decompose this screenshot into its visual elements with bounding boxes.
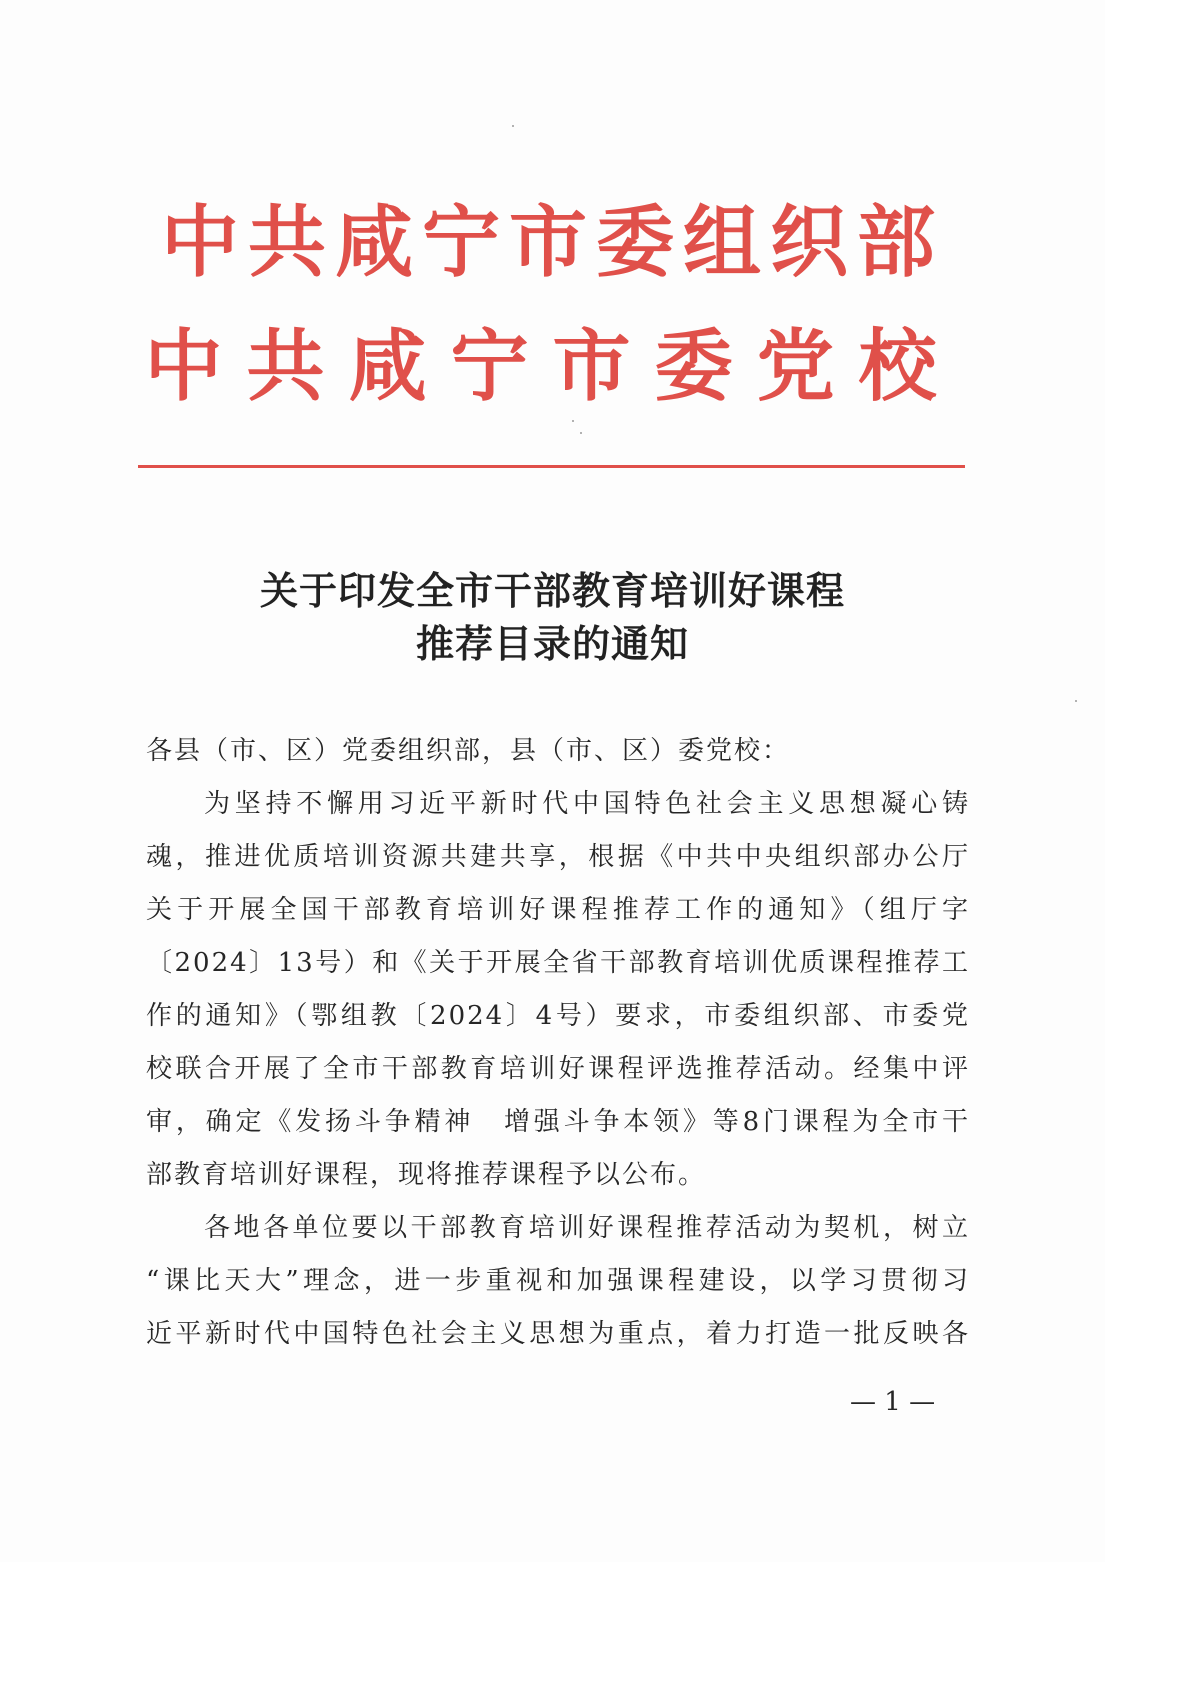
scan-speck <box>512 125 514 127</box>
paragraph-1-line-3: 关于开展全国干部教育培训好课程推荐工作的通知》（组厅字 <box>146 895 970 925</box>
paragraph-1-line-7: 审，确定《发扬斗争精神 增强斗争本领》等8门课程为全市干 <box>146 1107 970 1137</box>
paragraph-2-line-3: 近平新时代中国特色社会主义思想为重点，着力打造一批反映各 <box>146 1319 970 1349</box>
red-divider <box>138 465 965 468</box>
paragraph-1-line-6: 校联合开展了全市干部教育培训好课程评选推荐活动。经集中评 <box>146 1054 970 1084</box>
document-title-line-2: 推荐目录的通知 <box>415 621 689 666</box>
paragraph-1-line-2: 魂，推进优质培训资源共建共享，根据《中共中央组织部办公厅 <box>146 842 970 872</box>
issuer-name-line-1: 中共咸宁市委组织部 <box>160 198 944 288</box>
page-number: — 1 — <box>850 1387 936 1417</box>
paragraph-1-line-1: 为坚持不懈用习近平新时代中国特色社会主义思想凝心铸 <box>204 789 970 819</box>
paragraph-1-line-8: 部教育培训好课程，现将推荐课程予以公布。 <box>146 1160 707 1190</box>
paragraph-2-line-1: 各地各单位要以干部教育培训好课程推荐活动为契机，树立 <box>204 1213 970 1243</box>
scan-speck <box>580 432 582 434</box>
paragraph-1-line-4: 〔2024〕13号）和《关于开展全省干部教育培训优质课程推荐工 <box>146 948 970 978</box>
issuer-name-line-2: 中共咸宁市委党校 <box>144 322 961 412</box>
paragraph-2-line-2: “课比天大”理念，进一步重视和加强课程建设，以学习贯彻习 <box>146 1266 970 1296</box>
scan-speck <box>1075 700 1077 702</box>
addressee: 各县（市、区）党委组织部，县（市、区）委党校： <box>146 736 791 766</box>
document-title-line-1: 关于印发全市干部教育培训好课程 <box>259 568 845 613</box>
scan-speck <box>572 420 574 422</box>
paragraph-1-line-5: 作的通知》（鄂组教〔2024〕4号）要求，市委组织部、市委党 <box>146 1001 970 1031</box>
